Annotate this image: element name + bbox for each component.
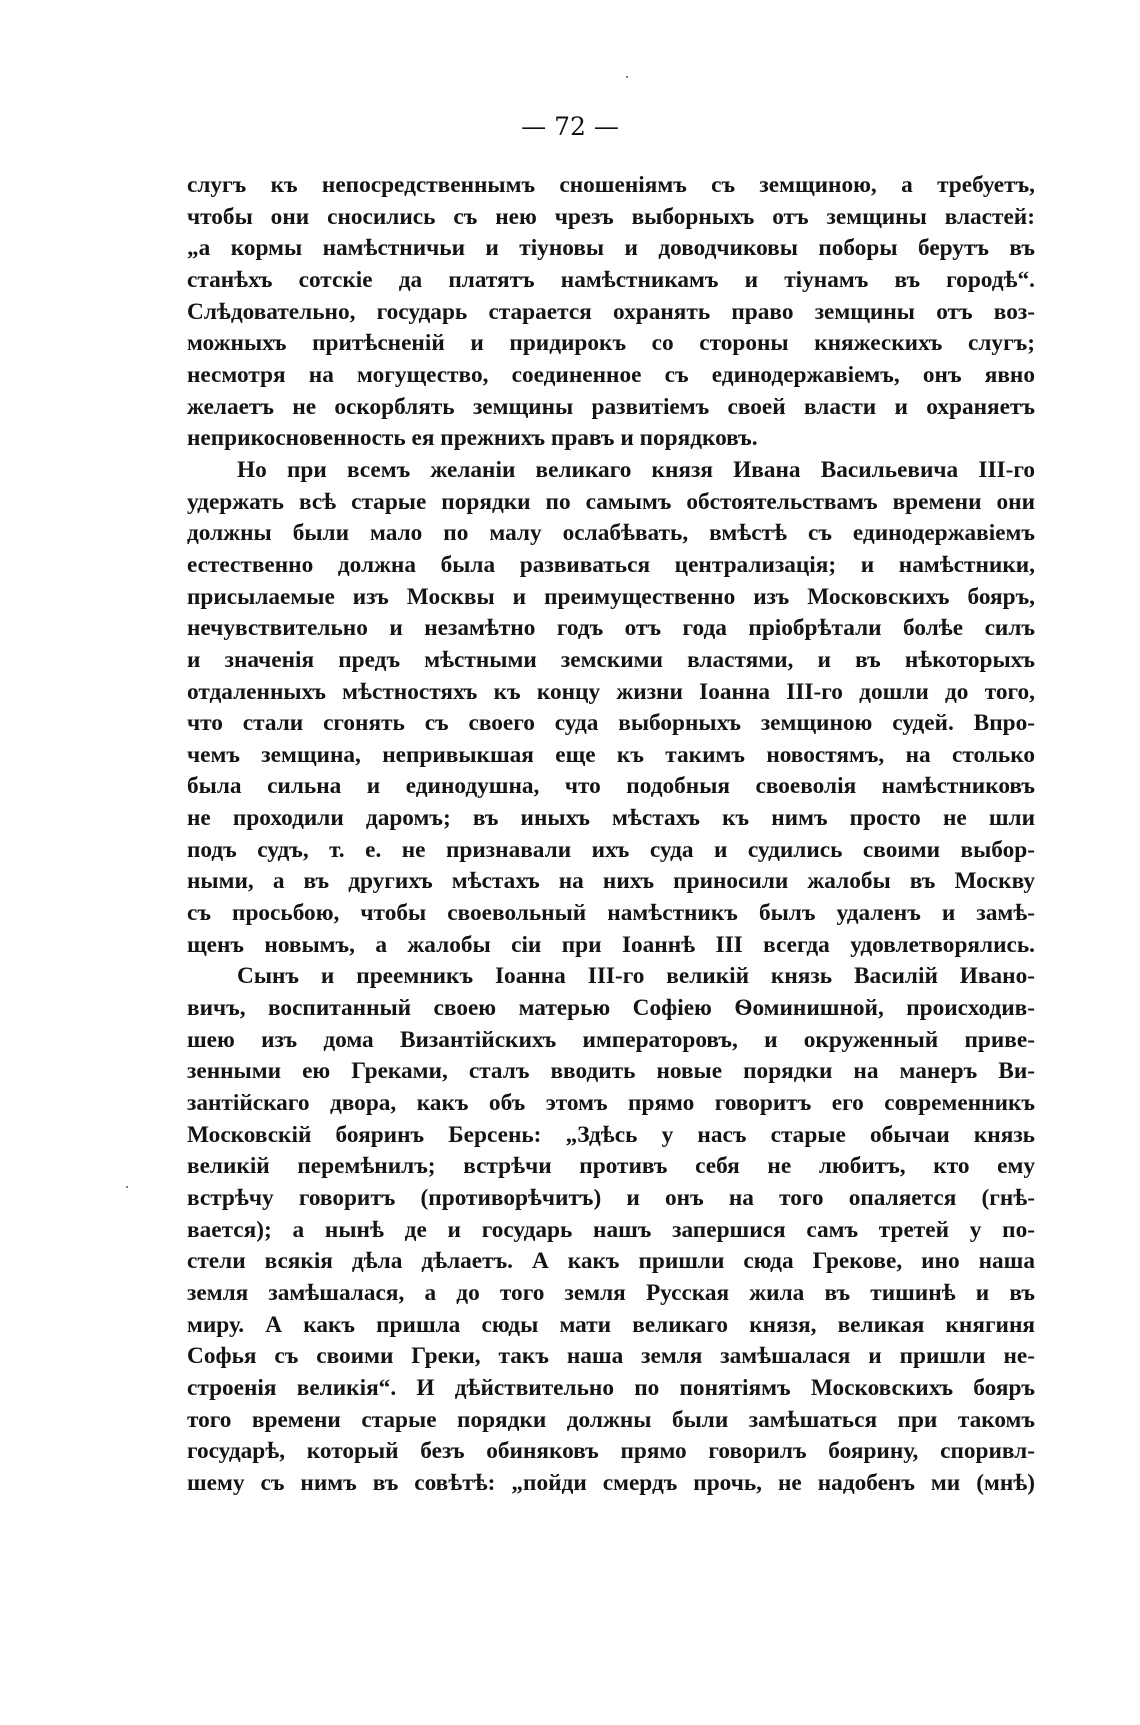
text-line: отдаленныхъ мѣстностяхъ къ концу жизни Іоанна III-го дошли до того, [187, 678, 1035, 705]
text-line: съ просьбою, чтобы своевольный намѣстникъ былъ удаленъ и замѣ- [187, 900, 1035, 927]
text-line: чтобы они сносились съ нею чрезъ выборныхъ отъ земщины властей: [187, 203, 1035, 230]
text-line: должны были мало по малу ослабѣвать, вмѣстѣ съ единодержавіемъ [187, 520, 1035, 547]
text-line: „а кормы намѣстничьи и тіуновы и доводчиковы поборы берутъ въ [187, 235, 1035, 262]
text-line: встрѣчу говоритъ (противорѣчитъ) и онъ на того опаляется (гнѣ- [187, 1185, 1035, 1211]
text-line: Софья съ своими Греки, такъ наша земля замѣшалася и пришли не- [187, 1343, 1035, 1370]
text-line: можныхъ притѣсненій и придирокъ со стороны княжескихъ слугъ; [187, 330, 1035, 357]
text-line: шему съ нимъ въ совѣтѣ: „пойди смердъ прочь, не надобенъ ми (мнѣ) [187, 1469, 1035, 1496]
text-line: удержать всѣ старые порядки по самымъ обстоятельствамъ времени они [187, 488, 1035, 515]
text-line: того времени старые порядки должны были замѣшаться при такомъ [187, 1406, 1035, 1433]
text-line: Московскій бояринъ Берсень: „Здѣсь у насъ старые обычаи князь [187, 1121, 1035, 1148]
text-line: стели всякія дѣла дѣлаетъ. А какъ пришли сюда Грекове, ино наша [187, 1248, 1035, 1275]
text-line: миру. А какъ пришла сюды мати великаго князя, великая княгиня [187, 1311, 1035, 1338]
print-speck [126, 1186, 128, 1188]
text-line: присылаемые изъ Москвы и преимущественно изъ Московскихъ бояръ, [187, 583, 1035, 610]
text-line: ными, а въ другихъ мѣстахъ на нихъ приносили жалобы въ Москву [187, 868, 1035, 895]
text-line: и значенія предъ мѣстными земскими властями, и въ нѣкоторыхъ [187, 646, 1035, 673]
text-line: была сильна и единодушна, что подобныя своеволія намѣстниковъ [187, 773, 1035, 800]
text-line: строенія великія“. И дѣйствительно по понятіямъ Московскихъ бояръ [187, 1374, 1035, 1401]
text-line: не проходили даромъ; въ иныхъ мѣстахъ къ нимъ просто не шли [187, 805, 1035, 832]
paragraph-1 [187, 170, 1035, 455]
text-line: вается); а нынѣ де и государь нашъ запершися самъ третей у по- [187, 1216, 1035, 1243]
text-line: что стали сгонять съ своего суда выборныхъ земщиною судей. Впро- [187, 710, 1035, 737]
text-line: станѣхъ сотскіе да платятъ намѣстникамъ и тіунамъ въ городѣ“. [187, 266, 1035, 293]
text-line: Сынъ и преемникъ Іоанна III-го великій князь Василій Ивано- [237, 963, 1035, 990]
text-line: зенными ею Греками, сталъ вводить новые порядки на манеръ Ви- [187, 1058, 1035, 1085]
text-line: щенъ новымъ, а жалобы сіи при Іоаннѣ III всегда удовлетворялись. [187, 931, 1035, 958]
text-line: чемъ земщина, непривыкшая еще къ такимъ новостямъ, на столько [187, 741, 1035, 768]
text-line: Слѣдовательно, государь старается охранять право земщины отъ воз- [187, 298, 1035, 325]
paragraph-3 [187, 961, 1035, 1499]
page-number: — 72 — [521, 112, 619, 141]
text-line: земля замѣшалася, а до того земля Русская жила въ тишинѣ и въ [187, 1279, 1035, 1306]
text-line: нечувствительно и незамѣтно годъ отъ года пріобрѣтали болѣе силъ [187, 615, 1035, 642]
text-line: несмотря на могущество, соединенное съ единодержавіемъ, онъ явно [187, 361, 1035, 388]
text-line: шею изъ дома Византійскихъ императоровъ, и окруженный приве- [187, 1026, 1035, 1053]
text-line: естественно должна была развиваться централизація; и намѣстники, [187, 551, 1035, 578]
text-line: неприкосновенность ея прежнихъ правъ и порядковъ. [187, 425, 758, 452]
text-line: вичъ, воспитанный своею матерью Софіею Ѳоминишной, происходив- [187, 995, 1035, 1022]
text-line: подъ судъ, т. е. не признавали ихъ суда и судились своими выбор- [187, 836, 1035, 863]
body-text [187, 170, 1035, 1500]
text-line: государѣ, который безъ обиняковъ прямо говорилъ боярину, споривл- [187, 1438, 1035, 1465]
text-line: Но при всемъ желаніи великаго князя Ивана Васильевича III-го [237, 456, 1035, 483]
paragraph-2 [187, 455, 1035, 962]
text-line: великій перемѣнилъ; встрѣчи противъ себя не любитъ, кто ему [187, 1153, 1035, 1180]
print-speck [626, 76, 628, 78]
text-line: слугъ къ непосредственнымъ сношеніямъ съ земщиною, а требуетъ, [187, 172, 1035, 198]
text-line: желаетъ не оскорблять земщины развитіемъ своей власти и охраняетъ [187, 393, 1035, 420]
text-line: зантійскаго двора, какъ объ этомъ прямо говоритъ его современникъ [187, 1090, 1035, 1117]
